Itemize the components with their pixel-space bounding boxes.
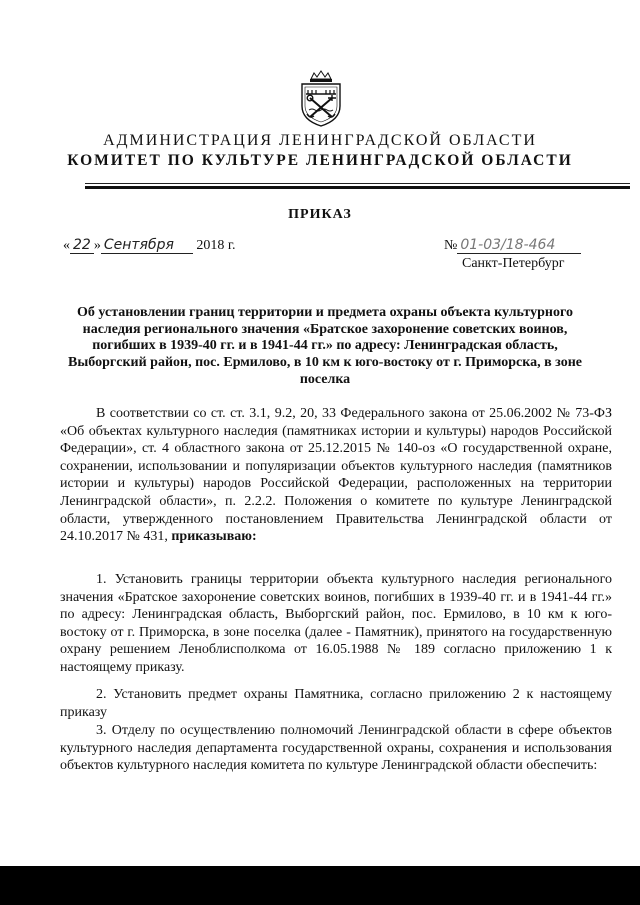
city-name: Санкт-Петербург <box>462 256 565 271</box>
org-name-committee: КОМИТЕТ ПО КУЛЬТУРЕ ЛЕНИНГРАДСКОЙ ОБЛАСТИ <box>67 152 573 169</box>
date-close-quote: » <box>93 238 101 253</box>
order-date <box>63 238 236 254</box>
date-month: Сентября <box>101 238 193 254</box>
order-number <box>444 238 581 254</box>
date-day: 22 <box>70 238 94 254</box>
order-item-3: 3. Отделу по осуществлению полномочий Ленинградской области в сфере объектов культурного наследия департамента государственной охраны, сохранения и использования объектов культурного наследия комитета по культуре Ленинградской области обеспечить: <box>60 723 612 774</box>
header-rule-thick <box>85 186 630 189</box>
preamble-text: В соответствии со ст. ст. 3.1, 9.2, 20, 33 Федерального закона от 25.06.2002 № 73-ФЗ «Об объектах культурного наследия (памятниках истории и культуры) народов Российской Федерации», ст. 4 областного закона от 25.12.2015 № 140-оз «О государственной охране, сохранении, использовании и популяризации объектов культурного наследия (памятников истории и культуры) народов Российской Федерации, расположенных на территории Ленинградской области», п. 2.2.2. Положения о комитете по культуре Ленинградской области, утвержденного постановлением Правительства Ленинградской области от 24.10.2017 № 431, <box>60 406 612 545</box>
number-prefix: № <box>444 238 458 253</box>
order-word: приказываю: <box>171 529 257 545</box>
order-title: Об установлении границ территории и предмета охраны объекта культурного наследия регионального значения «Братское захоронение советских воинов, погибших в 1939-40 гг. и в 1941-44 гг.» по адресу: Ленинградская область, Выборгский район, пос. Ермилово, в 10 км к юго-востоку от г. Приморска, в зоне поселка <box>68 305 582 387</box>
coat-of-arms-icon <box>297 70 345 128</box>
org-name-administration: АДМИНИСТРАЦИЯ ЛЕНИНГРАДСКОЙ ОБЛАСТИ <box>103 132 537 149</box>
order-item-1: 1. Установить границы территории объекта культурного наследия регионального значения «Братское захоронение советских воинов, погибших в 1939-40 гг. и в 1941-44 гг.» по адресу: Ленинградская область, Выборгский район, пос. Ермилово, в 10 км к юго-востоку от г. Приморска, в зоне поселка (далее - Памятник), принятого на государственную охрану решением Леноблисполкома от 16.05.1988 № 189 согласно приложению 1 к настоящему приказу. <box>60 572 612 675</box>
scan-bottom-border <box>0 866 640 905</box>
date-open-quote: « <box>63 238 70 253</box>
order-item-2: 2. Установить предмет охраны Памятника, согласно приложению 2 к настоящему приказу <box>60 687 612 720</box>
date-year: 2018 г. <box>196 238 236 253</box>
document-type: ПРИКАЗ <box>288 207 352 222</box>
number-value: 01-03/18-464 <box>457 238 581 254</box>
header-rule-thin <box>85 183 630 184</box>
preamble-paragraph <box>60 405 612 546</box>
